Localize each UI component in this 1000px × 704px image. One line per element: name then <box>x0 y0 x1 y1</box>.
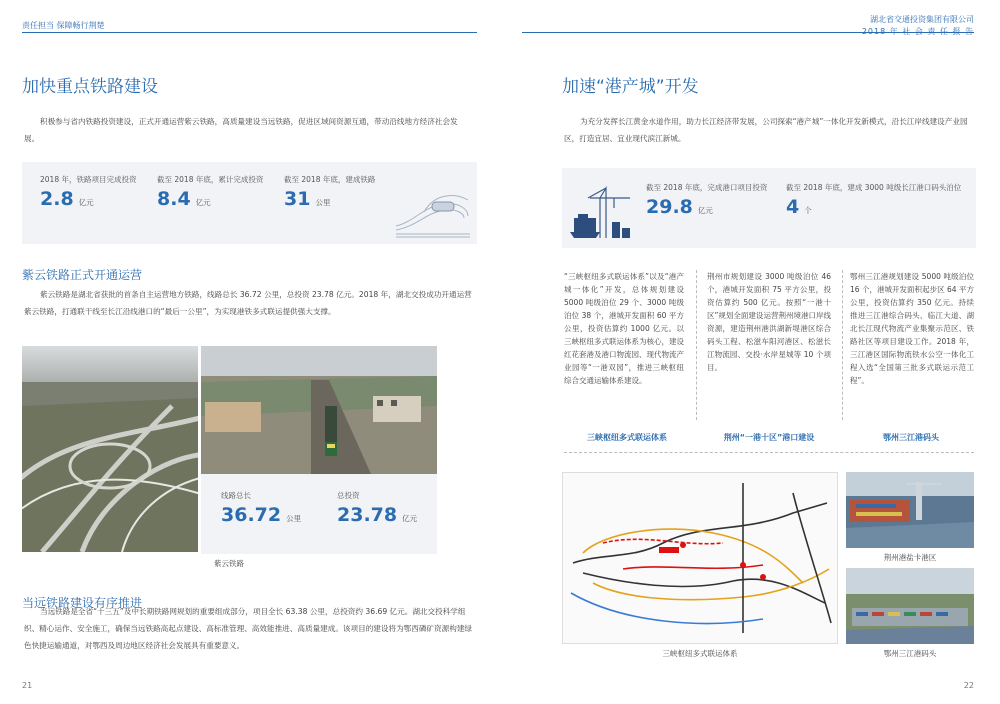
stat-value: 2.8 <box>40 188 74 210</box>
section2-title: 当远铁路建设有序推进 <box>22 596 143 610</box>
map-caption: 三峡枢纽多式联运体系 <box>662 649 738 658</box>
stat-label: 截至 2018 年底，完成港口项目投资 <box>646 183 768 192</box>
stat-label: 截至 2018 年底，建成 3000 吨级长江港口码头泊位 <box>786 183 962 192</box>
stat-label: 截至 2018 年底，建成铁路 <box>284 175 376 184</box>
interchange-photo-image <box>22 346 198 552</box>
page-number-left: 21 <box>22 681 33 690</box>
stat-unit: 公里 <box>286 514 302 523</box>
left-stat-2 <box>157 174 263 210</box>
multimodal-map <box>562 472 838 644</box>
stat-unit: 公里 <box>315 198 331 207</box>
right-page-title: 加速“港产城”开发 <box>562 77 699 97</box>
column-1-label: 三峡枢纽多式联运体系 <box>587 433 667 442</box>
stat-value: 23.78 <box>337 504 398 526</box>
stat-value: 36.72 <box>221 504 282 526</box>
stat-unit: 亿元 <box>697 206 713 215</box>
railway-stat-investment <box>337 490 417 526</box>
stat-label: 线路总长 <box>221 491 251 500</box>
column-1-text: “三峡枢纽多式联运体系”以及“港产城一体化”开发，总体规划建设 5000 吨级泊位 29 个、3000 吨级泊位 38 个，港城开发面积 60 平方公里，投资估算约 1000 亿元。以三峡枢纽多式联运体系为核心，建设红花套港及港口物流园、现代物流产业园等“一港双园”，推进三峡枢纽综合交通运输体系建设。 <box>564 272 684 385</box>
stat-unit: 亿元 <box>195 198 211 207</box>
train-photo <box>201 346 437 474</box>
section1-text: 紫云铁路是湖北省获批的首条自主运营地方铁路，线路总长 36.72 公里，总投资 23.78 亿元。2018 年，湖北交投成功开通运营紫云铁路，打通联干线至长江沿线港口的“最后一公里”，为实现港铁多式联运提供强大支撑。 <box>24 290 472 316</box>
stat-unit: 亿元 <box>78 198 94 207</box>
column-2-text: 荆州市规划建设 3000 吨级泊位 46 个，港城开发面积 75 平方公里，投资估算约 500 亿元。按照“一港十区”规划全面建设运营荆州境港口岸线资源，建造荆州港洪湖新堤港区综合码头工程、松滋车阳河港区、松滋长江物流园、交投·水岸星城等 10 个项目。 <box>707 272 831 372</box>
left-stat-1 <box>40 174 136 210</box>
stat-value: 31 <box>284 188 311 210</box>
column-divider-2 <box>842 270 843 420</box>
ezhou-port-photo-image <box>846 568 974 644</box>
column-2-label: 荆州“一港十区”港口建设 <box>723 433 815 442</box>
interchange-photo <box>22 346 198 552</box>
right-intro: 为充分发挥长江黄金水道作用，助力长江经济带发展，公司探索“港产城”一体化开发新模式，沿长江岸线建设产业园区，打造宜居、宜业现代滨江新城。 <box>564 117 968 143</box>
column-3-text: 鄂州三江港规划建设 5000 吨级泊位 16 个，港城开发面积起步区 64 平方公里，投资估算约 350 亿元。持续推进三江港综合码头、临江大道、湖北长江现代物流产业集聚示范区、铁路社区等项目建设工作。2018 年，三江港区国际物流铁水公空一体化工程入选“全国第三批多式联运示范工程”。 <box>850 272 974 385</box>
left-page-title: 加快重点铁路建设 <box>22 77 158 97</box>
left-stat-3 <box>284 174 375 210</box>
stat-unit: 个 <box>804 206 812 215</box>
header-company: 湖北省交通投资集团有限公司 <box>870 15 974 24</box>
page-number-right: 22 <box>963 681 974 690</box>
right-stat-2 <box>786 182 961 218</box>
jingzhou-photo-caption: 荆州港盐卡港区 <box>883 553 937 562</box>
header-rule-right <box>522 32 974 33</box>
right-stat-box <box>562 168 976 248</box>
stat-value: 29.8 <box>646 196 693 218</box>
train-photo-image <box>201 346 437 474</box>
section2-text: 当远铁路是全省“十三五”及中长期铁路网规划的重要组成部分，项目全长 63.38 公里，总投资约 36.69 亿元。湖北交投科学组织、精心运作、安全施工，确保当远铁路高起点建设、高标准管理、高效能推进、高质量建成。该项目的建设将为鄂西磷矿资源构建绿色快捷运输通道，对鄂西及周边地区经济社会发展具有重要意义。 <box>24 607 473 650</box>
column-divider-1 <box>696 270 697 420</box>
railway-stat-length <box>221 490 301 526</box>
train-line-illustration <box>394 182 472 240</box>
left-stat-box <box>22 162 477 244</box>
header-right <box>862 14 974 38</box>
stat-label: 截至 2018 年底，累计完成投资 <box>157 175 264 184</box>
section1-title: 紫云铁路正式开通运营 <box>22 268 143 282</box>
jingzhou-port-photo-image <box>846 472 974 548</box>
multimodal-map-image <box>563 473 837 643</box>
stat-value: 8.4 <box>157 188 191 210</box>
jingzhou-port-photo <box>846 472 974 548</box>
port-crane-illustration <box>570 178 636 242</box>
stat-unit: 亿元 <box>402 514 418 523</box>
left-intro: 积极参与省内铁路投资建设，正式开通运营紫云铁路，高质量建设当远铁路，促进区域间资源互通，带动沿线地方经济社会发展。 <box>24 117 458 143</box>
right-stat-1 <box>646 182 767 218</box>
stat-value: 4 <box>786 196 800 218</box>
railway-stat-box <box>201 474 437 554</box>
header-left-text: 责任担当 保障畅行荆楚 <box>22 21 105 30</box>
column-3-label: 鄂州三江港码头 <box>883 433 939 442</box>
railway-photo-caption: 紫云铁路 <box>214 559 244 568</box>
column-label-rule <box>564 452 974 453</box>
ezhou-photo-caption: 鄂州三江港码头 <box>883 649 937 658</box>
stat-label: 2018 年，铁路项目完成投资 <box>40 175 137 184</box>
ezhou-port-photo <box>846 568 974 644</box>
stat-label: 总投资 <box>337 491 360 500</box>
header-rule-left <box>22 32 477 33</box>
